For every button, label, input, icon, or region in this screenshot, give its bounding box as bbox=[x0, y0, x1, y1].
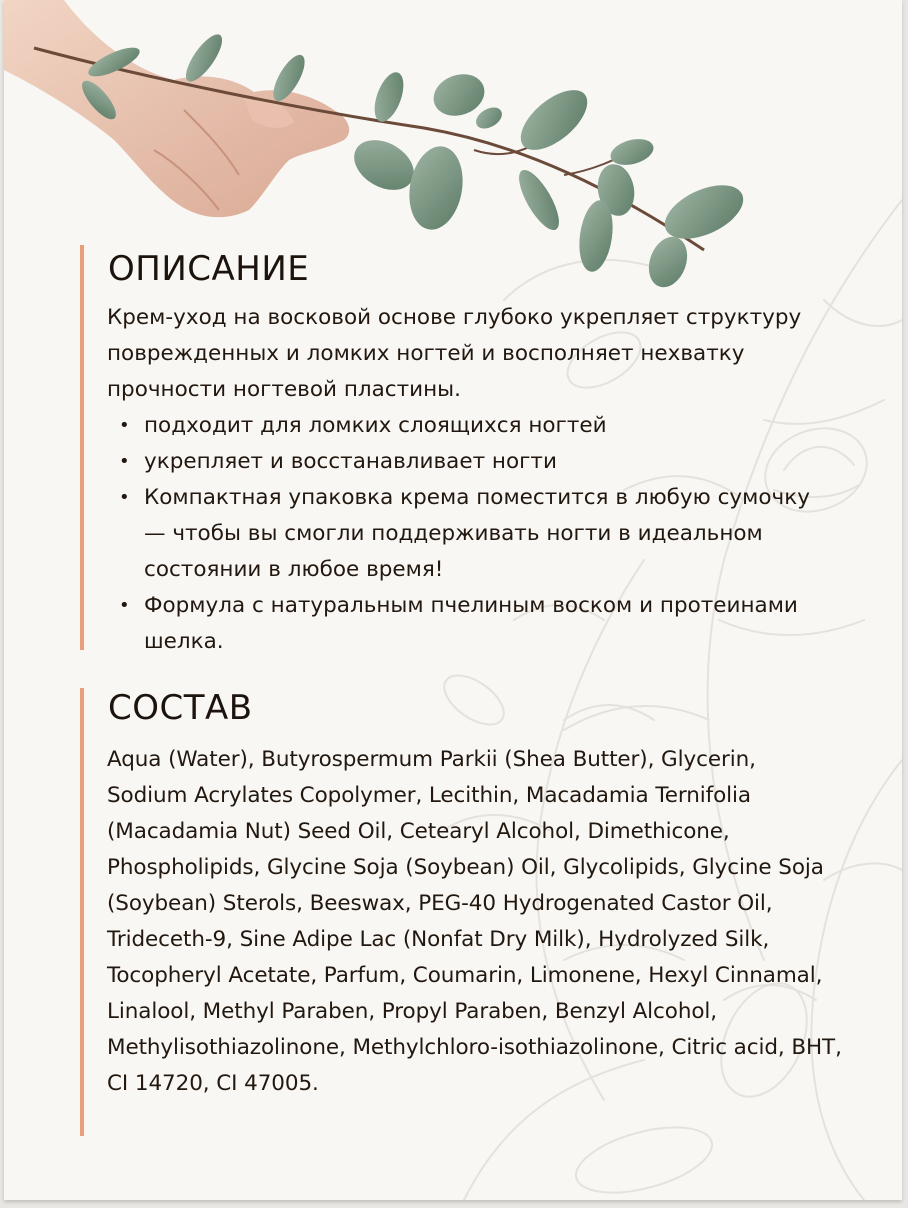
list-item-text: подходит для ломких слоящихся ногтей bbox=[144, 413, 607, 438]
list-item-text: укрепляет и восстанавливает ногти bbox=[144, 449, 557, 474]
bullet-icon: • bbox=[119, 415, 130, 436]
ingredients-text: Aqua (Water), Butyrospermum Parkii (Shea Butter), Glycerin, Sodium Acrylates Copolymer, Lecithin, Macadamia Ternifolia (Macadamia Nut) Seed Oil, Cetearyl Alcohol, Dimethicone, Phospholipids, Glycine Soja (Soybean) Oil, Glycolipids, Glycine Soja (Soybean) Sterols, Beeswax, PEG-40 Hydrogenated Castor Oil, Trideceth-9, Sine Adipe Lac (Nonfat Dry Milk), Hydrolyzed Silk, Tocopheryl Acetate, Parfum, Coumarin, Limonene, Hexyl Cinnamal, Linalool, Methyl Paraben, Propyl Paraben, Benzyl Alcohol, Methylisothiazolinone, Methylchloro-isothiazolinone, Citric acid, BHT, CI 14720, CI 47005. bbox=[107, 747, 842, 1096]
composition-section bbox=[80, 688, 844, 1136]
description-title: ОПИСАНИЕ bbox=[108, 249, 310, 289]
bullet-icon: • bbox=[119, 487, 130, 508]
list-item bbox=[107, 588, 827, 660]
list-item-text: Компактная упаковка крема поместится в любую сумочку — чтобы вы смогли поддерживать ногти в идеальном состоянии в любое время! bbox=[144, 485, 810, 582]
description-intro: Крем-уход на восковой основе глубоко укрепляет структуру поврежденных и ломких ногтей и восполняет нехватку прочности ногтевой пластины. bbox=[107, 305, 802, 402]
list-item bbox=[107, 408, 827, 444]
feature-list bbox=[107, 408, 827, 660]
bullet-icon: • bbox=[119, 451, 130, 472]
description-section bbox=[80, 245, 844, 654]
bullet-icon: • bbox=[119, 595, 130, 616]
product-info-card bbox=[4, 0, 902, 1200]
list-item bbox=[107, 480, 827, 588]
list-item-text: Формула с натуральным пчелиным воском и протеинами шелка. bbox=[144, 593, 798, 654]
composition-title: СОСТАВ bbox=[108, 688, 253, 728]
list-item bbox=[107, 444, 827, 480]
